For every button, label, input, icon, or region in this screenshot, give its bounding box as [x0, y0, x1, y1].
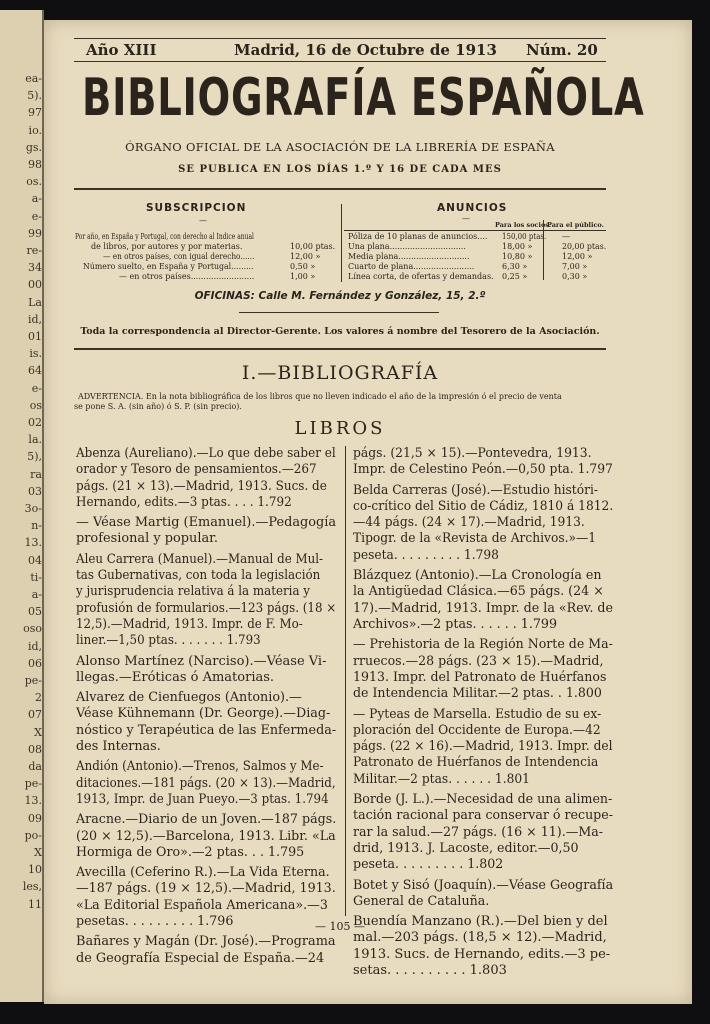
entry-line: Hormiga de Oro».—2 ptas. . . 1.795 [76, 844, 305, 860]
publication-frequency: SE PUBLICA EN LOS DÍAS 1.º Y 16 DE CADA MES [178, 164, 502, 175]
margin-fragment: 5), [27, 450, 42, 464]
margin-fragment: gs. [25, 140, 42, 154]
entry-line: 1913. Sucs. de Hernando, edits.—3 pe- [353, 946, 611, 962]
margin-fragment: id, [27, 639, 42, 653]
entry-line: profusión de formularios.—123 págs. (18 × [76, 600, 337, 616]
issue-number: Núm. 20 [526, 41, 598, 59]
entry-line: Botet y Sisó (Joaquín).—Véase Geografía [353, 877, 614, 893]
margin-fragment: 10 [28, 863, 42, 877]
offices-address: OFICINAS: Calle M. Fernández y González, 15, 2.º [194, 290, 486, 302]
margin-fragment: 2 [35, 691, 42, 705]
margin-fragment: os [29, 398, 42, 412]
margin-fragment: pe- [24, 777, 42, 791]
ad-public-price: 7,00 » [562, 262, 588, 271]
ad-member-price: 10,80 » [502, 252, 533, 261]
margin-fragment: X [34, 846, 42, 859]
entry-line: mal.—203 págs. (18,5 × 12).—Madrid, [353, 930, 607, 946]
catalog-entry [353, 483, 629, 564]
entry-line: Abenza (Aureliano).—Lo que debe saber el [76, 446, 336, 461]
announcements-dash: — [462, 214, 470, 223]
catalog-entry [76, 446, 358, 511]
entry-line: ploración del Occidente de Europa.—42 [353, 722, 601, 738]
section-title: I.—BIBLIOGRAFÍA [241, 362, 439, 384]
entry-line: Véase Kühnemann (Dr. George).—Diag- [76, 706, 331, 722]
entry-line: Militar.—2 ptas. . . . . . 1.801 [353, 771, 530, 787]
ad-label: Media plana............................ [348, 252, 470, 261]
entry-line: 12,5).—Madrid, 1913. Impr. de F. Mo- [76, 616, 303, 632]
margin-fragment: oso [23, 622, 42, 636]
margin-fragment: 02 [28, 416, 42, 429]
entry-line: págs. (22 × 16).—Madrid, 1913. Impr. del [353, 739, 613, 755]
subscription-price: 0,50 » [290, 262, 316, 271]
entry-line: —44 págs. (24 × 17).—Madrid, 1913. [353, 515, 585, 531]
journal-subtitle: ÓRGANO OFICIAL DE LA ASOCIACIÓN DE LA LIBRERÍA DE ESPAÑA [125, 140, 555, 154]
margin-fragment: ra [30, 467, 42, 481]
entry-line: Patronato de Huérfanos de Intendencia [353, 755, 599, 771]
margin-fragment: 05 [28, 605, 42, 619]
entry-line: Aleu Carrera (Manuel).—Manual de Mul- [76, 551, 324, 567]
margin-fragment: po- [24, 828, 42, 842]
entry-line: des Internas. [76, 739, 161, 755]
advertencia-line-2: se pone S. A. (sin año) ó S. P. (sin precio). [74, 402, 242, 411]
catalog-entry [353, 792, 621, 873]
margin-fragment: 13. [24, 794, 42, 808]
catalog-entry [353, 637, 622, 702]
entry-line: págs. (21 × 13).—Madrid, 1913. Sucs. de [76, 478, 327, 494]
entry-line: la Antigüedad Clásica.—65 págs. (24 × [353, 584, 604, 600]
members-column-header: Para los socios. [495, 221, 552, 229]
entry-line: de Geografía Especial de España.—24 [76, 950, 325, 966]
margin-fragment: les, [22, 880, 42, 894]
entry-line: peseta. . . . . . . . . 1.802 [353, 857, 504, 873]
ad-member-price: 0,25 » [502, 272, 528, 281]
entry-line: pesetas. . . . . . . . . 1.796 [76, 914, 234, 930]
margin-fragment: io. [28, 123, 42, 137]
margin-fragment: 00 [28, 278, 42, 292]
subscription-label: Por año, en España y Portugal, con derecho al Índice anual [75, 232, 254, 241]
entry-line: Avecilla (Ceferino R.).—La Vida Eterna. [76, 865, 330, 881]
margin-fragment: 98 [28, 158, 42, 171]
public-column-header: Para el público. [547, 221, 604, 229]
top-rule [74, 38, 606, 39]
margin-fragment: e- [31, 209, 42, 223]
entry-line: Hernando, edits.—3 ptas. . . . 1.792 [76, 494, 292, 510]
subscription-price: 10,00 ptas. [290, 242, 336, 251]
ad-public-price: 0,30 » [562, 272, 588, 281]
margin-fragment: e- [31, 381, 42, 395]
ad-label: Una plana.............................. [348, 242, 466, 251]
entry-line: Impr. de Celestino Peón.—0,50 pta. 1.797 [353, 462, 613, 478]
margin-fragment: re- [26, 244, 42, 257]
ad-label: Cuarto de plana........................ [348, 262, 475, 271]
margin-fragment: la. [28, 433, 42, 447]
entry-line: drid, 1913. J. Lacoste, editor.—0,50 [353, 840, 579, 856]
journal-page [44, 20, 692, 1004]
entry-line: Buendía Manzano (R.).—Del bien y del [353, 914, 608, 930]
margin-fragment: 13. [24, 536, 42, 550]
masthead-rule [74, 188, 606, 190]
entry-line: orador y Tesoro de pensamientos.—267 [76, 462, 317, 478]
margin-fragment: 03 [28, 484, 42, 498]
ad-label: Póliza de 10 planas de anuncios.... [348, 232, 488, 241]
margin-fragment: is. [29, 347, 42, 361]
margin-fragment: 64 [28, 364, 42, 378]
ad-member-price: 150,00 ptas. [502, 232, 547, 241]
ad-public-price: 20,00 ptas. [562, 242, 607, 251]
subscription-price: 12,00 » [290, 252, 321, 261]
entry-line: setas. . . . . . . . . . 1.803 [353, 962, 507, 978]
subscription-label: — en otros países, con igual derecho...... [103, 252, 255, 261]
ad-label: Línea corta, de ofertas y demandas. [348, 272, 494, 281]
entry-line: Alonso Martínez (Narciso).—Véase Vi- [76, 653, 327, 669]
margin-fragment: 34 [28, 261, 42, 275]
catalog-entry [76, 552, 361, 650]
margin-fragment: La [28, 295, 42, 309]
entry-line: 17).—Madrid, 1913. Impr. de la «Rev. de [353, 600, 613, 616]
margin-fragment: id, [27, 312, 42, 326]
margin-fragment: 5). [27, 89, 42, 103]
margin-fragment: da [28, 760, 42, 773]
libros-heading: LIBROS [294, 418, 386, 439]
entry-line: (20 × 12,5).—Barcelona, 1913. Libr. «La [76, 828, 336, 844]
margin-fragment: 3o- [24, 502, 42, 515]
margin-fragment: ti- [30, 570, 42, 584]
entry-line: Archivos».—2 ptas. . . . . . 1.799 [353, 616, 558, 632]
entry-line: págs. (21,5 × 15).—Pontevedra, 1913. [353, 446, 592, 461]
entry-line: Belda Carreras (José).—Estudio históri- [353, 482, 599, 498]
subscription-dash: — [199, 216, 207, 225]
margin-fragment: 08 [28, 742, 42, 756]
entry-line: peseta. . . . . . . . . 1.798 [353, 547, 499, 563]
ad-public-price: 12,00 » [562, 252, 593, 261]
ad-member-price: 6,30 » [502, 262, 528, 271]
entry-line: Bañares y Magán (Dr. José).—Programa [76, 934, 336, 950]
catalog-entry [76, 515, 338, 548]
margin-fragment: 01 [28, 330, 42, 343]
ad-member-price: 18,00 » [502, 242, 533, 251]
entry-line: —187 págs. (19 × 12,5).—Madrid, 1913. [76, 881, 336, 897]
catalog-entry [76, 654, 326, 687]
entry-line: profesional y popular. [76, 531, 219, 547]
facing-page-edge [0, 10, 44, 1002]
entry-line: — Prehistoria de la Región Norte de Ma- [353, 637, 613, 653]
subscription-label: de libros, por autores y por materias. [91, 242, 243, 251]
entry-line: «La Editorial Española Americana».—3 [76, 897, 328, 913]
catalog-entry [353, 446, 627, 479]
journal-title: BIBLIOGRAFÍA ESPAÑOLA [82, 68, 645, 128]
issue-date: Madrid, 16 de Octubre de 1913 [234, 41, 497, 59]
header-rule [74, 61, 606, 62]
column-divider [341, 204, 342, 282]
entry-line: Aracne.—Diario de un Joven.—187 págs. [76, 812, 337, 828]
entry-line: Borde (J. L.).—Necesidad de una alimen- [353, 792, 613, 807]
margin-fragment: pe- [24, 674, 42, 687]
catalog-entry [76, 690, 341, 755]
subscription-heading: SUBSCRIPCION [146, 202, 247, 214]
issue-year: Año XIII [86, 41, 157, 59]
correspondence-note: Toda la correspondencia al Director-Gerente. Los valores á nombre del Tesorero de la Asociación. [80, 326, 600, 337]
margin-fragment: ea- [25, 72, 42, 85]
advertencia-line-1: ADVERTENCIA. En la nota bibliográfica de los libros que no lleven indicado el año de la impresión ó el precio de venta [78, 392, 562, 401]
offices-rule [239, 312, 439, 313]
page-number: — 105 — [315, 920, 365, 933]
announcements-heading: ANUNCIOS [437, 202, 508, 214]
margin-fragment: 11 [28, 897, 42, 911]
margin-fragment: a- [31, 588, 42, 601]
entry-line: llegas.—Eróticas ó Amatorias. [76, 669, 275, 685]
entry-line: 1913, Impr. de Juan Pueyo.—3 ptas. 1.794 [76, 791, 329, 807]
entry-line: — Pyteas de Marsella. Estudio de su ex- [353, 706, 602, 722]
catalog-entry [76, 934, 339, 967]
margin-fragment: X [34, 725, 42, 739]
correspondence-rule [74, 348, 606, 350]
entry-line: co-crítico del Sitio de Cádiz, 1810 á 1812. [353, 498, 614, 514]
entry-line: rar la salud.—27 págs. (16 × 11).—Ma- [353, 824, 604, 840]
entry-line: Alvarez de Cienfuegos (Antonio).— [76, 690, 302, 706]
margin-fragment: 06 [28, 656, 42, 670]
catalog-entry [76, 759, 361, 808]
entry-line: tas Gubernativas, con toda la legislación [76, 568, 321, 584]
ads-column-divider [543, 220, 544, 280]
margin-fragment: 99 [28, 226, 42, 240]
entry-line: rruecos.—28 págs. (23 × 15).—Madrid, [353, 653, 604, 669]
entry-line: de Intendencia Militar.—2 ptas. . 1.800 [353, 686, 602, 702]
entry-line: tación racional para conservar ó recupe- [353, 808, 613, 824]
entry-line: Blázquez (Antonio).—La Cronología en [353, 568, 602, 584]
entry-line: nóstico y Terapéutica de las Enfermeda- [76, 722, 337, 738]
margin-fragment: 07 [28, 708, 42, 722]
body-column-divider [345, 446, 346, 916]
entry-line: 1913. Impr. del Patronato de Huérfanos [353, 669, 607, 685]
subscription-label: Número suelto, en España y Portugal......... [83, 262, 254, 271]
entry-line: Andión (Antonio).—Trenos, Salmos y Me- [76, 759, 324, 775]
subscription-price: 1,00 » [290, 272, 316, 281]
entry-line: General de Cataluña. [353, 893, 490, 909]
margin-fragment: os. [26, 175, 42, 189]
entry-line: y jurisprudencia relativa á la materia y [76, 584, 310, 600]
margin-fragment: 09 [28, 811, 42, 825]
margin-fragment: a- [31, 192, 42, 206]
entry-line: liner.—1,50 ptas. . . . . . . 1.793 [76, 633, 261, 649]
entry-line: — Véase Martig (Emanuel).—Pedagogía [76, 515, 337, 531]
entry-line: Tipogr. de la «Revista de Archivos.»—1 [353, 531, 597, 547]
catalog-entry [76, 812, 343, 861]
catalog-entry [353, 707, 629, 788]
subscription-label: — en otros países......................... [119, 272, 255, 281]
catalog-entry [353, 568, 620, 633]
margin-fragment: n- [31, 519, 42, 533]
entry-line: ditaciones.—181 págs. (20 × 13).—Madrid, [76, 775, 336, 791]
ads-header-rule [344, 230, 606, 231]
catalog-entry [353, 878, 620, 911]
margin-fragment: 97 [28, 106, 42, 120]
margin-fragment: 04 [28, 553, 42, 567]
ad-public-price: — [562, 232, 570, 241]
